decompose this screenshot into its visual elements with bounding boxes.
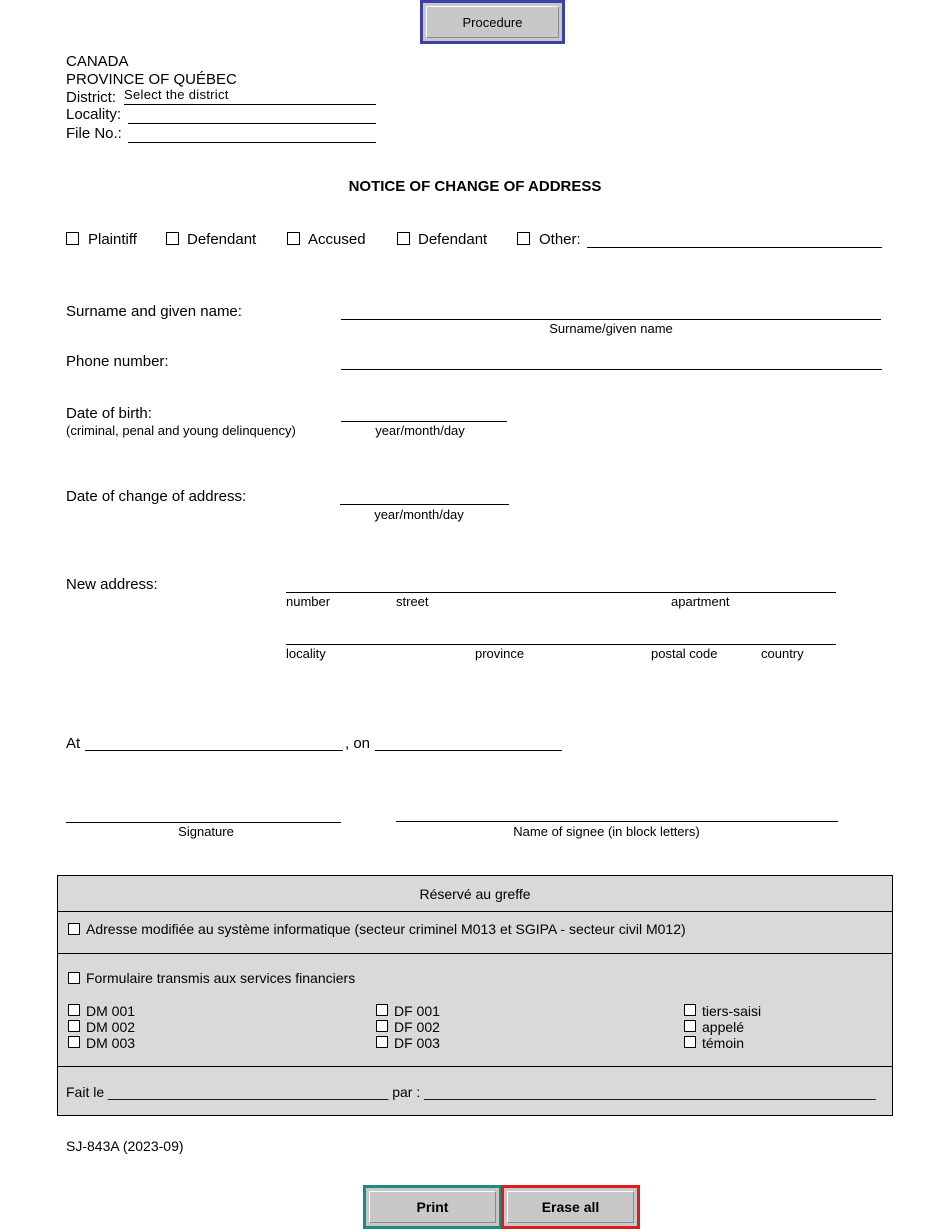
address-modified-label: Adresse modifiée au système informatique (secteur criminel M013 et SGIPA - secteur civil M012) bbox=[86, 921, 686, 937]
defendant-label: Defendant bbox=[187, 231, 257, 248]
erase-all-button[interactable] bbox=[501, 1185, 640, 1229]
dm-001-checkbox[interactable] bbox=[68, 1004, 80, 1016]
greffe-panel bbox=[57, 875, 893, 1116]
temoin-label: témoin bbox=[702, 1035, 745, 1051]
surname-input[interactable] bbox=[341, 300, 881, 320]
province-label: PROVINCE OF QUÉBEC bbox=[66, 71, 237, 88]
dob-label: Date of birth: bbox=[66, 405, 152, 422]
df-003-checkbox[interactable] bbox=[376, 1036, 388, 1048]
greffe-divider bbox=[58, 953, 892, 954]
addr-locality-caption: locality bbox=[286, 646, 326, 661]
signature-input[interactable] bbox=[66, 805, 341, 823]
done-date-input[interactable]: ____________________________________ bbox=[108, 1084, 389, 1100]
greffe-divider bbox=[58, 911, 892, 912]
df-001-checkbox[interactable] bbox=[376, 1004, 388, 1016]
defendant-2-label: Defendant bbox=[418, 231, 488, 248]
temoin-checkbox[interactable] bbox=[684, 1036, 696, 1048]
form-sent-label: Formulaire transmis aux services financiers bbox=[86, 970, 356, 986]
dob-sublabel: (criminal, penal and young delinquency) bbox=[66, 423, 296, 438]
phone-label: Phone number: bbox=[66, 353, 169, 370]
on-label: , on bbox=[345, 735, 371, 752]
signature-caption: Signature bbox=[178, 824, 234, 839]
surname-caption: Surname/given name bbox=[549, 321, 673, 336]
done-label: Fait le bbox=[66, 1084, 105, 1100]
address-line-1-input[interactable] bbox=[286, 575, 836, 593]
procedure-button[interactable] bbox=[420, 0, 565, 44]
accused-checkbox[interactable] bbox=[287, 232, 300, 245]
other-label: Other: bbox=[539, 231, 581, 248]
address-modified-checkbox[interactable] bbox=[68, 923, 80, 935]
greffe-title: Réservé au greffe bbox=[419, 886, 531, 902]
print-label: Print bbox=[416, 1199, 449, 1215]
addr-street-caption: street bbox=[396, 594, 429, 609]
district-select[interactable] bbox=[124, 87, 376, 105]
appele-label: appelé bbox=[702, 1019, 745, 1035]
locality-input[interactable] bbox=[128, 105, 376, 124]
dm-003-checkbox[interactable] bbox=[68, 1036, 80, 1048]
print-button[interactable] bbox=[363, 1185, 502, 1229]
district-label: District: bbox=[66, 89, 116, 106]
signee-caption: Name of signee (in block letters) bbox=[513, 824, 700, 839]
surname-label: Surname and given name: bbox=[66, 303, 242, 320]
dob-caption: year/month/day bbox=[375, 423, 465, 438]
other-input[interactable] bbox=[587, 230, 882, 248]
addr-number-caption: number bbox=[286, 594, 331, 609]
df-002-checkbox[interactable] bbox=[376, 1020, 388, 1032]
new-address-label: New address: bbox=[66, 576, 158, 593]
by-input[interactable]: __________________________________________________________ bbox=[424, 1084, 876, 1100]
greffe-divider bbox=[58, 1066, 892, 1067]
locality-label: Locality: bbox=[66, 106, 122, 123]
plaintiff-label: Plaintiff bbox=[88, 231, 137, 248]
signee-input[interactable] bbox=[396, 804, 838, 822]
tiers-saisi-checkbox[interactable] bbox=[684, 1004, 696, 1016]
change-date-input[interactable] bbox=[340, 486, 509, 505]
addr-country-caption: country bbox=[761, 646, 804, 661]
on-date-input[interactable] bbox=[375, 733, 562, 751]
accused-label: Accused bbox=[308, 231, 366, 248]
district-value: Select the district bbox=[124, 87, 229, 102]
addr-province-caption: province bbox=[475, 646, 525, 661]
df-001-label: DF 001 bbox=[394, 1003, 440, 1019]
dm-002-checkbox[interactable] bbox=[68, 1020, 80, 1032]
done-row bbox=[66, 1084, 876, 1100]
df-002-label: DF 002 bbox=[394, 1019, 440, 1035]
address-line-2-input[interactable] bbox=[286, 627, 836, 645]
form-sent-checkbox[interactable] bbox=[68, 972, 80, 984]
phone-input[interactable] bbox=[341, 350, 882, 370]
addr-postal-caption: postal code bbox=[651, 646, 718, 661]
page-title: NOTICE OF CHANGE OF ADDRESS bbox=[348, 178, 602, 195]
procedure-label: Procedure bbox=[462, 14, 523, 30]
addr-apartment-caption: apartment bbox=[671, 594, 730, 609]
defendant-checkbox[interactable] bbox=[166, 232, 179, 245]
other-checkbox[interactable] bbox=[517, 232, 530, 245]
at-label: At bbox=[66, 735, 81, 752]
appele-checkbox[interactable] bbox=[684, 1020, 696, 1032]
erase-all-label: Erase all bbox=[541, 1199, 600, 1215]
df-003-label: DF 003 bbox=[394, 1035, 440, 1051]
dob-input[interactable] bbox=[341, 404, 507, 422]
dm-002-label: DM 002 bbox=[86, 1019, 136, 1035]
file-label: File No.: bbox=[66, 125, 122, 142]
file-number-input[interactable] bbox=[128, 124, 376, 143]
plaintiff-checkbox[interactable] bbox=[66, 232, 79, 245]
dm-003-label: DM 003 bbox=[86, 1035, 136, 1051]
at-place-input[interactable] bbox=[85, 733, 343, 751]
defendant-2-checkbox[interactable] bbox=[397, 232, 410, 245]
tiers-saisi-label: tiers-saisi bbox=[702, 1003, 762, 1019]
by-label: par : bbox=[392, 1084, 421, 1100]
dm-001-label: DM 001 bbox=[86, 1003, 136, 1019]
change-date-caption: year/month/day bbox=[374, 507, 464, 522]
form-code: SJ-843A (2023-09) bbox=[66, 1138, 184, 1154]
country-label: CANADA bbox=[66, 53, 129, 70]
change-date-label: Date of change of address: bbox=[66, 488, 247, 505]
